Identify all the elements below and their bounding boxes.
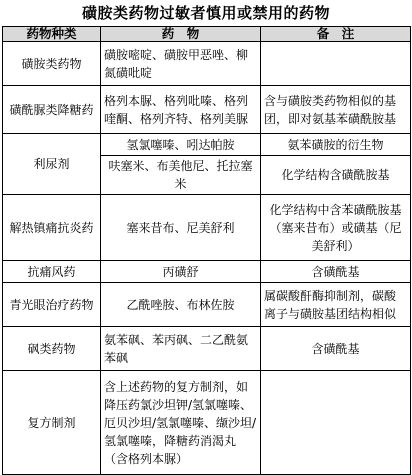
- row-drugs: 氨苯砜、苯丙砜、二乙酰氨苯砜: [101, 327, 261, 371]
- row-category: 磺酰脲类降糖药: [3, 86, 101, 134]
- row-drugs: 格列本脲、格列吡嗪、格列喹酮、格列齐特、格列美脲: [101, 86, 261, 134]
- header-drugs: 药 物: [101, 27, 261, 42]
- row-drugs: 呋塞米、布美他尼、托拉塞米: [101, 156, 261, 195]
- row-drugs: 氢氯噻嗪、吲达帕胺: [101, 134, 261, 156]
- table-row: [3, 195, 411, 261]
- row-drugs: 乙酰唑胺、布林佐胺: [101, 283, 261, 327]
- table-row: [3, 86, 411, 134]
- row-drugs: 丙磺舒: [101, 261, 261, 283]
- table-row: [3, 134, 411, 156]
- row-category: 解热镇痛抗炎药: [3, 195, 101, 261]
- table-row: [3, 371, 411, 475]
- row-note: [261, 42, 411, 86]
- row-note: 化学结构含磺酰胺基: [261, 156, 411, 195]
- row-category: 复方制剂: [3, 371, 101, 475]
- table-row: [3, 327, 411, 371]
- row-note: 属碳酸酐酶抑制剂，碳酸离子与磺胺基团结构相似: [261, 283, 411, 327]
- row-note: 含磺酰基: [261, 261, 411, 283]
- row-note: [261, 371, 411, 475]
- row-drugs: 磺胺嘧啶、磺胺甲恶唑、柳氮磺吡啶: [101, 42, 261, 86]
- row-note: 含磺酰基: [261, 327, 411, 371]
- row-note: 含与磺胺类药物相似的基团，即对氨基苯磺酰胺基: [261, 86, 411, 134]
- table-row: [3, 261, 411, 283]
- row-category: 砜类药物: [3, 327, 101, 371]
- row-drugs: 含上述药物的复方制剂，如降压药氯沙坦钾/氢氯噻嗪、厄贝沙坦/氢氯噻嗪、缬沙坦/氢氯噻嗪，降糖药消渴丸（含格列本脲）: [101, 371, 261, 475]
- header-note: 备 注: [261, 27, 411, 42]
- row-drugs: 塞来昔布、尼美舒利: [101, 195, 261, 261]
- header-category: 药物种类: [3, 27, 101, 42]
- table-row: [3, 283, 411, 327]
- row-note: 氨苯磺胺的衍生物: [261, 134, 411, 156]
- row-category: 抗痛风药: [3, 261, 101, 283]
- table-header-row: [3, 27, 411, 42]
- drug-table: [2, 26, 411, 475]
- row-note: 化学结构中含苯磺酰胺基（塞来昔布）或磺基（尼美舒利）: [261, 195, 411, 261]
- row-category: 磺胺类药物: [3, 42, 101, 86]
- table-row: [3, 42, 411, 86]
- row-category: 青光眼治疗药物: [3, 283, 101, 327]
- page-title: 磺胺类药物过敏者慎用或禁用的药物: [81, 4, 330, 22]
- row-category: 利尿剂: [3, 134, 101, 195]
